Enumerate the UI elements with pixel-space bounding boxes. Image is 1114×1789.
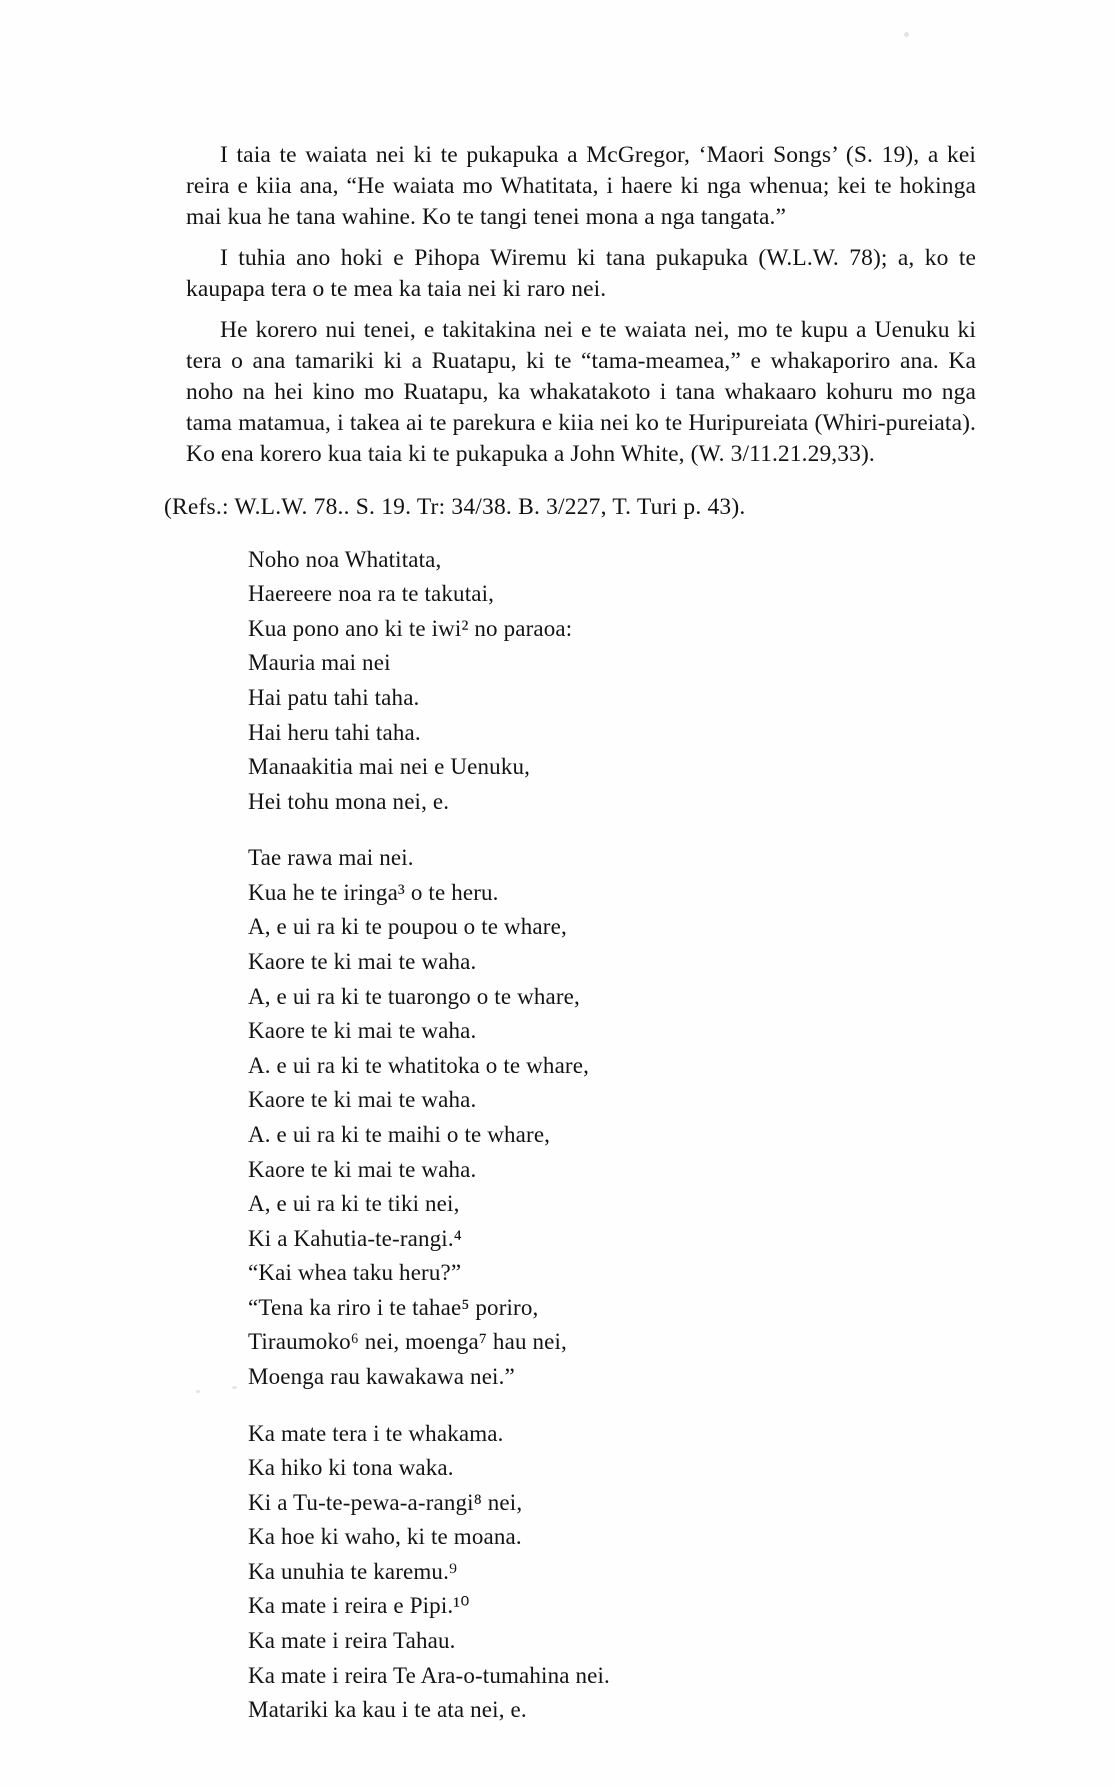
- verse-line: Ka hiko ki tona waka.: [248, 1455, 454, 1481]
- verse-line: Hei tohu mona nei, e.: [248, 788, 450, 814]
- verse-line: Ka mate tera i te whakama.: [248, 1420, 504, 1446]
- verse-line: “Kai whea taku heru?”: [248, 1260, 462, 1286]
- verse-line: Hai heru tahi taha.: [248, 719, 421, 745]
- verse-line: Ka mate i reira e Pipi.¹⁰: [248, 1593, 470, 1619]
- verse-line: Ka unuhia te karemu.⁹: [248, 1558, 458, 1584]
- paper-speck: [196, 1390, 200, 1393]
- verse-line: Tae rawa mai nei.: [248, 845, 414, 871]
- verse-stanza-1: [248, 545, 976, 818]
- verse-line: Ki a Kahutia-te-rangi.⁴: [248, 1225, 462, 1251]
- verse-line: Kua he te iringa³ o te heru.: [248, 879, 499, 905]
- verse-line: Ki a Tu-te-pewa-a-rangi⁸ nei,: [248, 1489, 523, 1515]
- verse-line: Noho noa Whatitata,: [248, 546, 442, 572]
- verse-line: Haereere noa ra te takutai,: [248, 581, 495, 607]
- references-line: (Refs.: W.L.W. 78.. S. 19. Tr: 34/38. B. 3/227, T. Turi p. 43).: [164, 494, 746, 521]
- body-paragraph-2: I tuhia ano hoki e Pihopa Wiremu ki tana pukapuka (W.L.W. 78); a, ko te kaupapa tera o te mea ka taia nei ki raro nei.: [186, 245, 976, 303]
- verse-line: Ka mate i reira Tahau.: [248, 1628, 456, 1654]
- verse-line: Kaore te ki mai te waha.: [248, 949, 477, 975]
- verse-line: Kaore te ki mai te waha.: [248, 1156, 477, 1182]
- verse-stanza-2: [248, 843, 976, 1392]
- verse-line: Ka hoe ki waho, ki te moana.: [248, 1524, 522, 1550]
- verse-line: Moenga rau kawakawa nei.”: [248, 1364, 515, 1389]
- body-paragraph-3: He korero nui tenei, e takitakina nei e te waiata nei, mo te kupu a Uenuku ki tera o ana tamariki ki a Ruatapu, ki te “tama-meamea,” e whakaporiro ana. Ka noho na hei kino mo Ruatapu, ka whakatakoto i tana whakaaro kohuru mo nga tama matamua, i takea ai te parekura e kiia nei ko te Huripureiata (Whiri-pureiata). Ko ena korero kua taia ki te pukapuka a John White, (W. 3/11.21.29,33).: [186, 317, 976, 468]
- page-content: [164, 140, 976, 1752]
- verse-line: Kua pono ano ki te iwi² no paraoa:: [248, 615, 573, 641]
- verse-line: A, e ui ra ki te poupou o te whare,: [248, 914, 567, 940]
- verse-line: Kaore te ki mai te waha.: [248, 1087, 477, 1113]
- paper-speck: [232, 1386, 237, 1389]
- verse-line: A. e ui ra ki te maihi o te whare,: [248, 1121, 551, 1147]
- verse-line: Mauria mai nei: [248, 650, 391, 676]
- verse-stanza-3: [248, 1419, 976, 1726]
- verse-line: Manaakitia mai nei e Uenuku,: [248, 754, 531, 780]
- verse-line: A, e ui ra ki te tuarongo o te whare,: [248, 983, 580, 1009]
- body-paragraph-1: I taia te waiata nei ki te pukapuka a McGregor, ‘Maori Songs’ (S. 19), a kei reira e kiia ana, “He waiata mo Whatitata, i haere ki nga whenua; kei te hokinga mai kua he tana wahine. Ko te tangi tenei mona a nga tangata.”: [186, 142, 976, 231]
- verse-line: Tiraumoko⁶ nei, moenga⁷ hau nei,: [248, 1329, 567, 1355]
- verse-line: Hai patu tahi taha.: [248, 685, 420, 711]
- verse-line: Kaore te ki mai te waha.: [248, 1018, 477, 1044]
- verse-line: Matariki ka kau i te ata nei, e.: [248, 1697, 527, 1723]
- verse-line: A. e ui ra ki te whatitoka o te whare,: [248, 1052, 589, 1078]
- verse-line: “Tena ka riro i te tahae⁵ poriro,: [248, 1294, 539, 1320]
- paper-speck: [904, 32, 909, 37]
- verse-line: A, e ui ra ki te tiki nei,: [248, 1191, 460, 1217]
- verse-line: Ka mate i reira Te Ara-o-tumahina nei.: [248, 1662, 610, 1688]
